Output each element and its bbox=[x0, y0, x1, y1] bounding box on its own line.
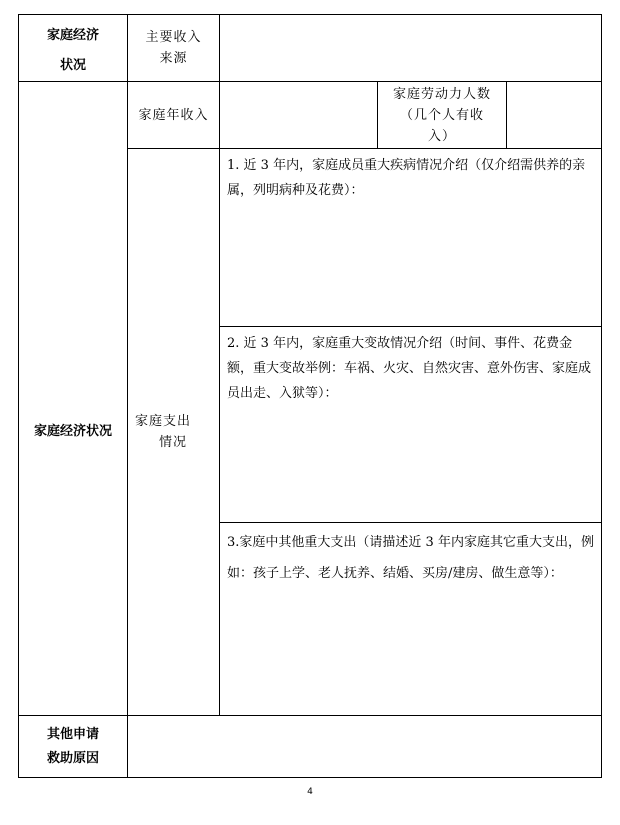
economy-section-continuation bbox=[19, 82, 128, 149]
page-number: 4 bbox=[307, 787, 313, 797]
annual-income-field[interactable] bbox=[220, 82, 378, 149]
economy-section-header bbox=[19, 15, 128, 82]
income-source-label-line1: 主要收入 bbox=[145, 30, 202, 45]
income-source-field[interactable] bbox=[220, 15, 602, 82]
economy-section-merged-title: 家庭经济状况 bbox=[33, 423, 112, 439]
incident-expense-field[interactable] bbox=[220, 327, 602, 523]
economy-section-merged-label bbox=[19, 149, 128, 716]
other-reasons-label bbox=[19, 716, 128, 778]
income-source-label-line2: 来源 bbox=[159, 51, 188, 66]
incident-expense-prompt: 2. 近 3 年内，家庭重大变故情况介绍（时间、事件、花费金额，重大变故举例：车祸、火灾、自然灾害、意外伤害、家庭成员出走、入狱等）： bbox=[227, 336, 592, 401]
illness-expense-field[interactable] bbox=[220, 149, 602, 327]
other-reasons-row bbox=[19, 716, 602, 778]
expense-row-illness bbox=[19, 149, 602, 327]
labor-count-label-line2: （几个人有收 bbox=[399, 107, 484, 123]
labor-count-field[interactable] bbox=[507, 82, 602, 149]
annual-income-row bbox=[19, 82, 602, 149]
income-source-row bbox=[19, 15, 602, 82]
other-expense-field[interactable] bbox=[220, 523, 602, 716]
labor-count-label-line3: 入） bbox=[427, 128, 456, 144]
other-reasons-label-line2: 救助原因 bbox=[46, 750, 99, 766]
annual-income-label: 家庭年收入 bbox=[128, 82, 220, 149]
other-reasons-label-line1: 其他申请 bbox=[46, 726, 99, 742]
expenses-label-line2: 情况 bbox=[159, 435, 188, 450]
income-source-label bbox=[128, 15, 220, 82]
expenses-label-line1: 家庭支出 bbox=[135, 414, 192, 429]
family-economy-form bbox=[18, 14, 602, 778]
economy-section-title-line1: 家庭经济 bbox=[46, 28, 99, 43]
economy-section-title-line2: 状况 bbox=[59, 58, 86, 73]
illness-expense-prompt: 1. 近 3 年内，家庭成员重大疾病情况介绍（仅介绍需供养的亲属，列明病种及花费）： bbox=[227, 158, 586, 198]
expenses-label bbox=[128, 149, 220, 716]
labor-count-label bbox=[378, 82, 507, 149]
other-expense-prompt: 3.家庭中其他重大支出（请描述近 3 年内家庭其它重大支出，例如：孩子上学、老人抚养、结婚、买房/建房、做生意等）： bbox=[227, 535, 594, 581]
labor-count-label-line1: 家庭劳动力人数 bbox=[392, 86, 491, 102]
other-reasons-field[interactable] bbox=[128, 716, 602, 778]
